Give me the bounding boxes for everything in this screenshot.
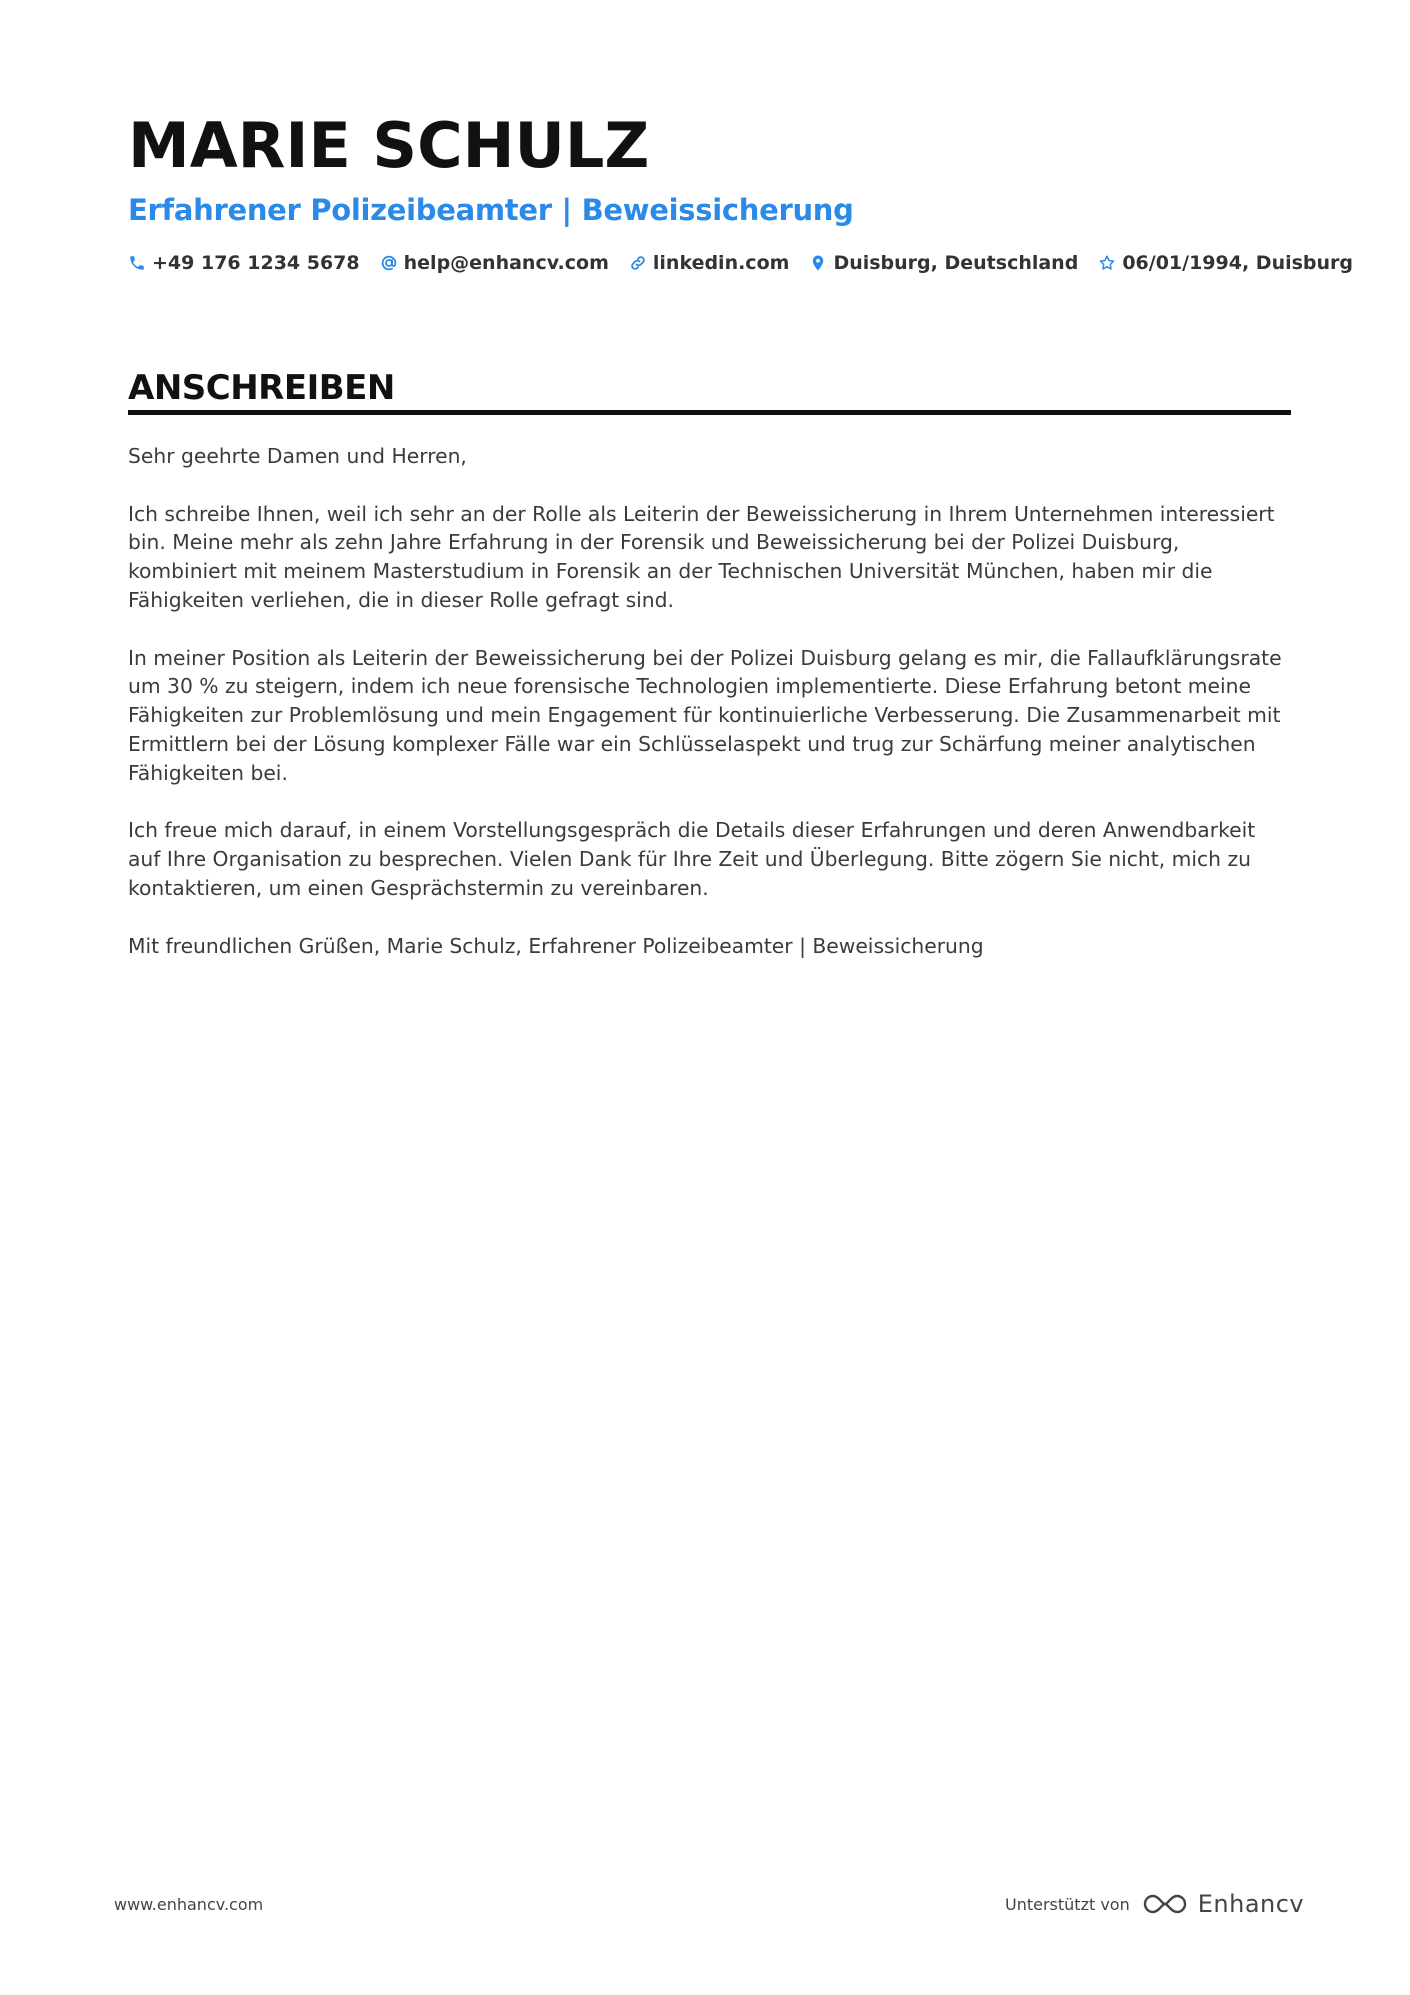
section-title: ANSCHREIBEN [128, 368, 395, 408]
contact-location [809, 252, 1078, 274]
contact-linkedin-text: linkedin.com [652, 252, 790, 274]
section-divider [128, 410, 1291, 415]
letter-paragraph: Ich freue mich darauf, in einem Vorstellungsgespräch die Details dieser Erfahrungen und deren Anwendbarkeit auf Ihre Organisation zu besprechen. Vielen Dank für Ihre Zeit und Überlegung. Bitte zögern Sie nicht, mich zu kontaktieren, um einen Gesprächstermin zu vereinbaren. [128, 818, 1256, 900]
letter-salutation: Sehr geehrte Damen und Herren, [128, 444, 467, 468]
enhancv-logo-icon [1142, 1891, 1188, 1917]
contact-phone-text: +49 176 1234 5678 [152, 252, 360, 274]
contact-email[interactable] [380, 252, 609, 274]
footer-website[interactable]: www.enhancv.com [114, 1895, 264, 1914]
link-icon [629, 254, 647, 272]
contact-bar [128, 252, 1373, 274]
contact-email-text: help@enhancv.com [403, 252, 609, 274]
letter-closing: Mit freundlichen Grüßen, Marie Schulz, Erfahrener Polizeibeamter | Beweissicherung [128, 933, 984, 958]
candidate-headline: Erfahrener Polizeibeamter | Beweissicherung [128, 193, 854, 227]
contact-birth-text: 06/01/1994, Duisburg [1122, 252, 1354, 274]
letter-body [128, 442, 1293, 989]
letter-paragraph: Ich schreibe Ihnen, weil ich sehr an der Rolle als Leiterin der Beweissicherung in Ihrem Unternehmen interessiert bin. Meine mehr als zehn Jahre Erfahrung in der Forensik und Beweissicherung bei der Polizei Duisburg, kombiniert mit meinem Masterstudium in Forensik an der Technischen Universität München, haben mir die Fähigkeiten verliehen, die in dieser Rolle gefragt sind. [128, 501, 1275, 612]
location-pin-icon [809, 254, 827, 272]
at-icon [380, 254, 398, 272]
contact-phone[interactable] [128, 252, 360, 274]
brand-name: Enhancv [1197, 1890, 1305, 1918]
star-icon [1098, 254, 1116, 272]
contact-birth [1098, 252, 1353, 274]
contact-linkedin[interactable] [629, 252, 790, 274]
contact-location-text: Duisburg, Deutschland [833, 252, 1079, 274]
phone-icon [128, 254, 146, 272]
footer-branding [1005, 1890, 1304, 1918]
powered-by-label: Unterstützt von [1005, 1894, 1130, 1914]
letter-paragraph: In meiner Position als Leiterin der Beweissicherung bei der Polizei Duisburg gelang es mir, die Fallaufklärungsrate um 30 % zu steigern, indem ich neue forensische Technologien implementierte. Diese Erfahrung betont meine Fähigkeiten zur Problemlösung und mein Engagement für kontinuierliche Verbesserung. Die Zusammenarbeit mit Ermittlern bei der Lösung komplexer Fälle war ein Schlüsselaspekt und trug zur Schärfung meiner analytischen Fähigkeiten bei. [128, 645, 1282, 785]
candidate-name: MARIE SCHULZ [128, 109, 650, 182]
